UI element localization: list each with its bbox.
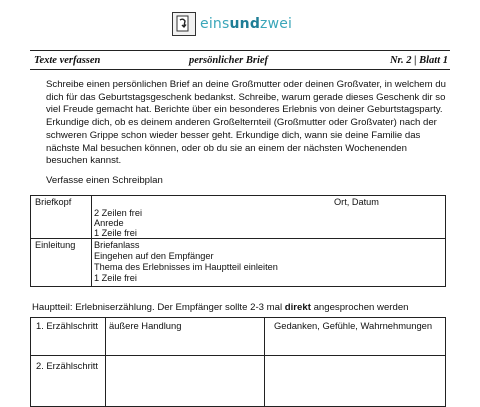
step-2-label: 2. Erzählschritt xyxy=(36,360,98,371)
worksheet-header xyxy=(34,55,448,67)
einleitung-item: Eingehen auf den Empfänger xyxy=(94,251,214,261)
outer-action-header: äußere Handlung xyxy=(109,320,182,331)
thoughts-feelings-header: Gedanken, Gefühle, Wahrnehmungen xyxy=(274,320,433,331)
header-subject: Texte verfassen xyxy=(34,55,101,66)
einleitung-item: Briefanlass xyxy=(94,240,140,250)
header-sheet-number: Nr. 2 | Blatt 1 xyxy=(389,55,448,66)
briefkopf-item: Anrede xyxy=(94,218,124,228)
instruction-line: Erkundige dich, ob es deinem anderen Großelternteil (Großmutter oder Großvater) nach der xyxy=(46,117,437,129)
task-instruction xyxy=(46,79,446,168)
writing-plan-table xyxy=(30,195,446,287)
logo-wordmark: einsundzwei xyxy=(200,16,293,32)
header-topic: persönlicher Brief xyxy=(189,55,269,66)
ort-datum-label: Ort, Datum xyxy=(334,197,379,207)
instruction-line: besuchen kannst. xyxy=(46,155,122,167)
instruction-line: dich für das Geburtstagsgeschenk bedankst. Schreibe, warum gerade dieses Geschenk dir so xyxy=(46,91,446,103)
header-rule-top xyxy=(30,50,450,51)
instruction-line: nächste Mal besuchen können, oder ob du sie an einem der nächsten Wochenenden xyxy=(46,142,407,154)
document-arrow-icon xyxy=(172,12,196,36)
instruction-line: Schreibe einen persönlichen Brief an deine Großmutter oder deinen Großvater, in welchem du xyxy=(46,79,446,90)
instruction-line: schweren Grippe schon wieder besser geht. Erkundige dich, wann sie deine Familie das xyxy=(46,129,421,141)
hauptteil-instruction: Hauptteil: Erlebniserzählung. Der Empfänger sollte 2-3 mal direkt angesprochen werden xyxy=(32,302,409,313)
logo xyxy=(172,12,292,36)
einleitung-label: Einleitung xyxy=(35,240,76,250)
einleitung-item: Thema des Erlebnisses im Hauptteil einleiten xyxy=(94,262,278,272)
emphasis-direkt: direkt xyxy=(284,302,311,313)
briefkopf-item: 1 Zeile frei xyxy=(94,228,137,238)
instruction-line: viel Freude gemacht hat. Berichte über ein besonderes Erlebnis von deiner Geburtstagsparty. xyxy=(46,104,443,116)
header-rule-bottom xyxy=(30,69,450,70)
briefkopf-item: 2 Zeilen frei xyxy=(94,208,143,218)
einleitung-item: 1 Zeile frei xyxy=(94,273,137,283)
briefkopf-label: Briefkopf xyxy=(35,197,72,207)
narrative-steps-table xyxy=(30,317,446,407)
step-1-label: 1. Erzählschritt xyxy=(36,320,98,331)
plan-instruction: Verfasse einen Schreibplan xyxy=(46,175,163,186)
